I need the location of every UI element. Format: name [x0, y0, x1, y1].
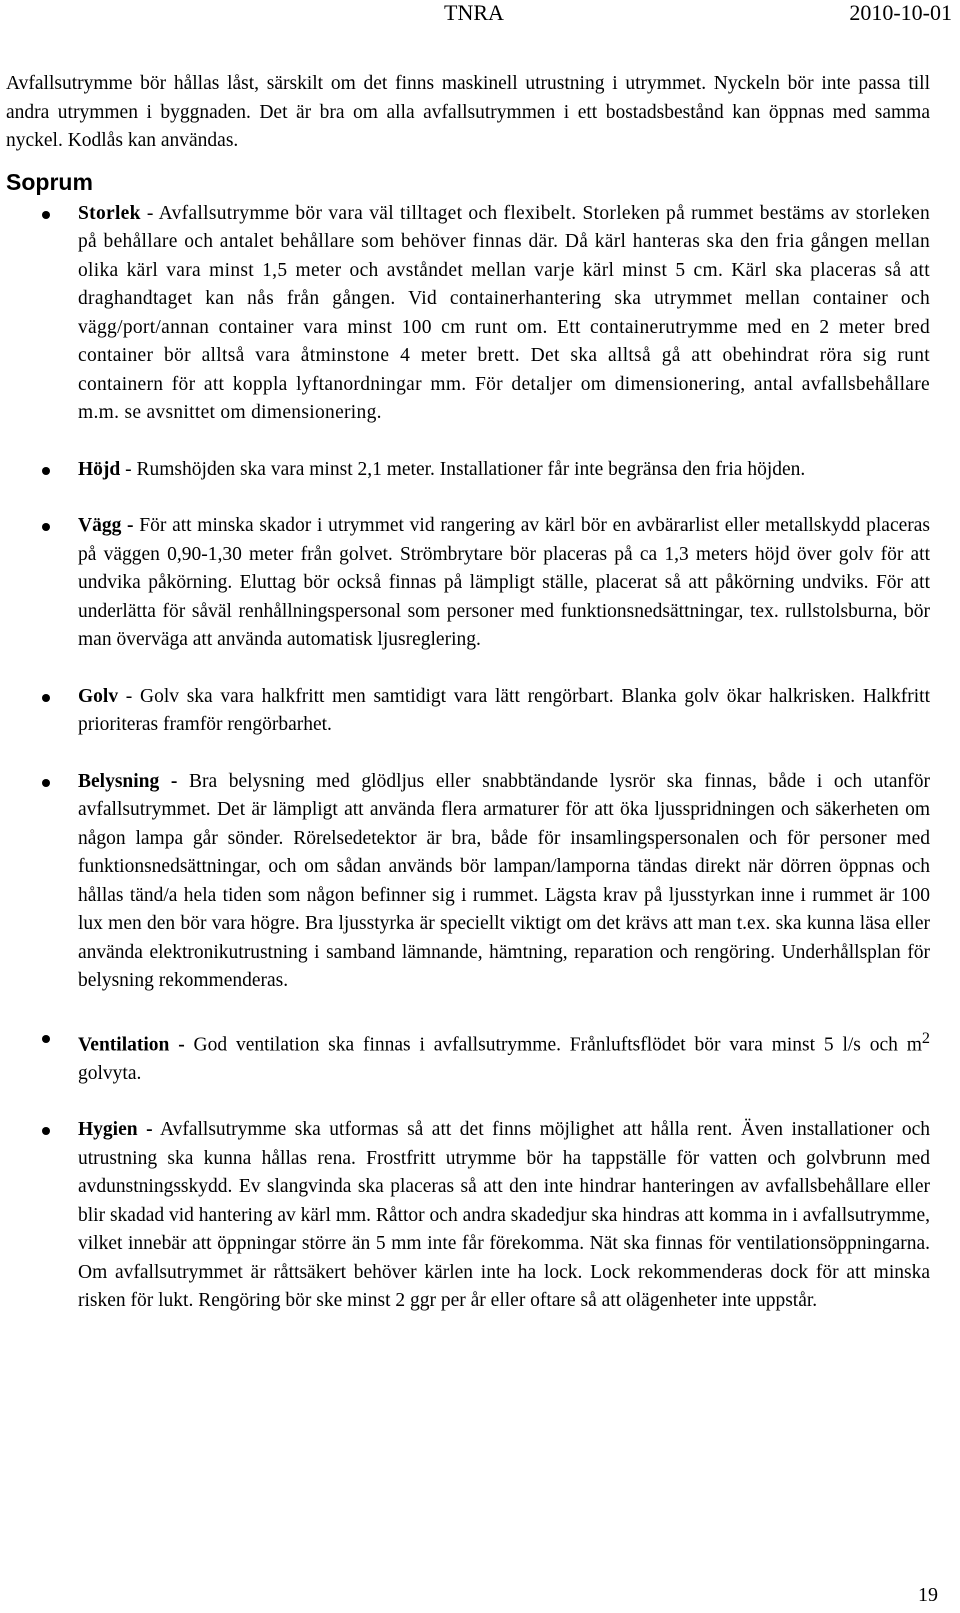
item-label: Belysning - — [78, 770, 178, 792]
item-text: God ventilation ska finnas i avfallsutrymme. Frånluftsflödet bör vara minst 5 l/s och m — [184, 1034, 922, 1055]
organization-name: TNRA — [444, 0, 504, 25]
document-date: 2010-10-01 — [849, 0, 952, 25]
superscript: 2 — [921, 1028, 930, 1047]
bullet-icon — [42, 779, 50, 787]
requirements-list — [6, 200, 930, 1316]
item-text: - Avfallsutrymme bör vara väl tilltaget och flexibelt. Storleken på rummet bestäms av storleken på behållare och antalet behållare som behöver finnas där. Då kärl hanteras ska den fria gången mellan olika kärl vara minst 1,5 meter och avståndet mellan varje kärl minst 5 cm. Kärl ska placeras så att draghandtaget kan nås från gången. Vid containerhantering ska utrymmet mellan container och vägg/port/annan container vara minst 100 cm runt om. Ett containerutrymme med en 2 meter bred container bör alltså vara åtminstone 4 meter brett. Det ska alltså gå att obehindrat röra sig runt containern för att koppla lyftanordningar mm. För detaljer om dimensionering, antal avfallsbehållare m.m. se avsnittet om dimensionering. — [78, 202, 930, 423]
bullet-icon — [42, 211, 50, 219]
item-label: Hygien - — [78, 1119, 153, 1140]
list-item-hygien — [6, 1116, 930, 1316]
item-label: Höjd — [78, 458, 121, 480]
list-item-storlek — [6, 200, 930, 428]
section-heading: Soprum — [6, 168, 93, 195]
item-label: Vägg - — [78, 515, 134, 536]
bullet-icon — [42, 523, 50, 531]
page-number: 19 — [918, 1584, 938, 1606]
item-text: - Golv ska vara halkfritt men samtidigt vara lätt rengörbart. Blanka golv ökar halkrisken. Halkfritt prioriteras framför rengörbarhet. — [78, 685, 930, 735]
bullet-icon — [42, 694, 50, 702]
item-text-after: golvyta. — [78, 1062, 142, 1084]
page-header — [0, 0, 960, 28]
bullet-icon — [42, 1127, 50, 1135]
item-label: Storlek — [78, 202, 141, 224]
list-item-ventilation — [6, 1024, 930, 1089]
item-text: För att minska skador i utrymmet vid rangering av kärl bör en avbärarlist eller metallskydd placeras på väggen 0,90-1,30 meter från golvet. Strömbrytare bör placeras på ca 1,3 meters höjd över golv för att undvika påkörning. Eluttag bör också finnas på lämpligt ställe, placerat så att påkörning undviks. För att underlätta för såväl renhållningspersonal som personer med funktionsnedsättningar, tex. rullstolsburna, bör man överväga att använda automatisk ljusreglering. — [78, 515, 930, 650]
item-label: Golv — [78, 685, 119, 707]
bullet-icon — [42, 467, 50, 475]
item-text: - Rumshöjden ska vara minst 2,1 meter. Installationer får inte begränsa den fria höjden. — [120, 458, 806, 480]
bullet-icon — [42, 1035, 50, 1043]
item-text: Bra belysning med glödljus eller snabbtändande lysrör ska finnas, både i och utanför avfallsutrymmet. Det är lämpligt att använda flera armaturer för att öka ljusspridningen och säkerheten om någon lampa går sönder. Rörelsedetektor är bra, både för insamlingspersonalen och för personer med funktionsnedsättningar, och om sådan används bör lampan/lamporna tändas direkt när dörren öppnas och hållas tänd/a hela tiden som någon befinner sig i rummet. Lägsta krav på ljusstyrkan inne i rummet är 100 lux men den bör vara högre. Bra ljusstyrka är speciellt viktigt om det krävs att man t.ex. ska kunna läsa eller använda elektronikutrustning i samband lämnande, hämtning, reparation och rengöring. Underhållsplan för belysning rekommenderas. — [78, 770, 930, 991]
list-item-golv — [6, 683, 930, 740]
list-item-belysning — [6, 768, 930, 996]
page-content — [6, 70, 930, 1344]
list-item-hojd — [6, 456, 930, 485]
list-item-vagg — [6, 512, 930, 655]
intro-paragraph: Avfallsutrymme bör hållas låst, särskilt om det finns maskinell utrustning i utrymmet. Nyckeln bör inte passa till andra utrymmen i byggnaden. Det är bra om alla avfallsutrymmen i ett bostadsbestånd kan öppnas med samma nyckel. Kodlås kan användas. — [6, 73, 930, 151]
item-label: Ventilation - — [78, 1034, 185, 1055]
item-text: Avfallsutrymme ska utformas så att det finns möjlighet att hålla rent. Även installationer och utrustning ska kunna hållas rena. Frostfritt utrymme bör ha tappställe för vatten och golvbrunn med avdunstningsskydd. Ev slangvinda ska placeras så att den inte hindrar hanteringen av avfallsbehållare eller blir skadad vid hantering av kärl mm. Råttor och andra skadedjur ska hindras att komma in i avfallsutrymme, vilket innebär att öppningar större än 5 mm inte får förekomma. Nät ska finnas för ventilationsöppningarna. Om avfallsutrymmet är råttsäkert behöver kärlen inte ha lock. Lock rekommenderas dock för att minska risken för lukt. Rengöring bör ske minst 2 ggr per år eller oftare så att olägenheter inte uppstår. — [78, 1119, 930, 1311]
